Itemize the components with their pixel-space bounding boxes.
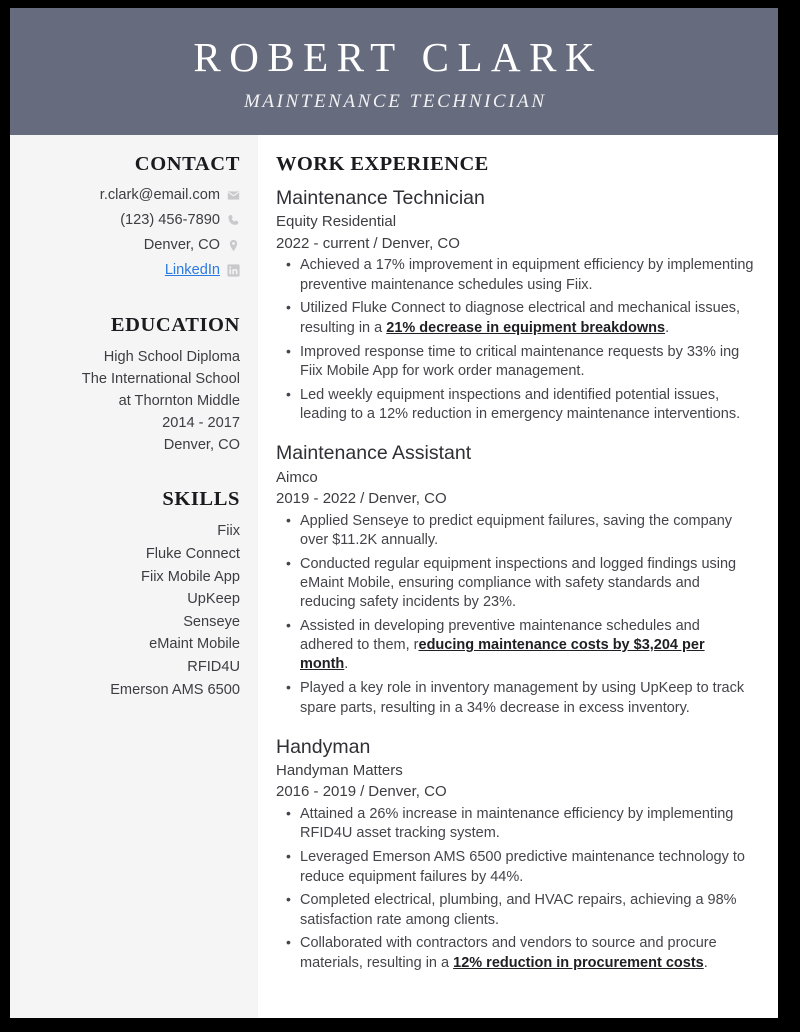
- skill-item: Fiix Mobile App: [141, 568, 240, 585]
- job-meta-separator: /: [373, 234, 378, 252]
- skill-item: Fiix: [217, 523, 240, 540]
- contact-item: [22, 235, 240, 257]
- education-line: Denver, CO: [163, 437, 240, 454]
- bullet-text: Played a key role in inventory management by using UpKeep to track spare parts, resulting in a 34% decrease in excess inventory.: [300, 680, 745, 716]
- contact-heading: CONTACT: [134, 153, 240, 175]
- skills-list: [22, 520, 240, 701]
- job-entry: [276, 441, 756, 718]
- job-bullet-list: [276, 256, 756, 424]
- job-meta-separator: /: [360, 489, 365, 507]
- job-bullet: [300, 934, 756, 973]
- job-bullet: [300, 386, 756, 425]
- bullet-text: Applied Senseye to predict equipment failures, saving the company over $11.2K annually.: [300, 512, 733, 548]
- job-bullet-list: [276, 805, 756, 973]
- education-line: High School Diploma: [103, 348, 240, 365]
- envelope-icon: [227, 189, 240, 202]
- job-bullet: [300, 299, 756, 338]
- job-dates: 2016 - 2019: [276, 783, 357, 801]
- bullet-highlight: educing maintenance costs by $3,204 per month: [300, 637, 705, 673]
- bullet-text: Assisted in developing preventive maintenance schedules and adhered to them, r: [300, 617, 700, 654]
- job-meta: [276, 233, 756, 255]
- job-meta-separator: /: [360, 783, 365, 801]
- resume-header: [10, 8, 778, 135]
- education-line: The International School: [81, 370, 240, 387]
- linkedin-icon: [227, 264, 240, 277]
- contact-item-label: (123) 456-7890: [120, 211, 220, 228]
- skills-heading: SKILLS: [162, 488, 240, 511]
- bullet-text: Improved response time to critical maintenance requests by 33% ing Fiix Mobile App for work order management.: [300, 343, 740, 379]
- job-bullet: [300, 679, 756, 718]
- contact-list: [22, 185, 240, 282]
- job-location: Denver, CO: [368, 783, 447, 801]
- job-dates: 2022 - current: [276, 234, 370, 252]
- bullet-text-tail: .: [344, 656, 349, 673]
- education-line: 2014 - 2017: [162, 415, 240, 432]
- skill-item: RFID4U: [187, 659, 240, 676]
- job-bullet-list: [276, 512, 756, 718]
- job-bullet: [300, 555, 756, 613]
- contact-item-label: r.clark@email.com: [99, 187, 220, 203]
- job-company: Handyman Matters: [276, 762, 403, 780]
- skill-item: eMaint Mobile: [149, 636, 240, 653]
- bullet-text: Achieved a 17% improvement in equipment efficiency by implementing preventive maintenance schedules using Fiix.: [300, 257, 754, 293]
- job-bullet: [300, 617, 756, 675]
- job-location: Denver, CO: [381, 234, 460, 252]
- bullet-text-tail: .: [703, 954, 708, 971]
- job-title: Handyman: [276, 735, 371, 758]
- contact-item: [22, 185, 240, 207]
- job-bullet: [300, 891, 756, 930]
- contact-item[interactable]: [22, 260, 240, 282]
- skill-item: Emerson AMS 6500: [110, 681, 240, 698]
- job-list: [276, 186, 756, 973]
- contact-item-label[interactable]: LinkedIn: [164, 261, 220, 278]
- bullet-text: Led weekly equipment inspections and identified potential issues, leading to a 12% reduction in emergency maintenance interventions.: [300, 386, 741, 422]
- job-entry: [276, 186, 756, 424]
- contact-item: [22, 210, 240, 232]
- job-title: Maintenance Assistant: [276, 442, 472, 465]
- job-company: Aimco: [276, 468, 318, 486]
- resume-body: [10, 135, 778, 1018]
- job-title: Maintenance Technician: [276, 187, 485, 209]
- job-bullet: [300, 343, 756, 382]
- education-heading: EDUCATION: [110, 313, 240, 336]
- skill-item: UpKeep: [187, 591, 240, 608]
- bullet-highlight: 12% reduction in procurement costs: [453, 954, 704, 971]
- job-dates: 2019 - 2022: [276, 489, 357, 507]
- job-bullet: [300, 805, 756, 844]
- job-meta: [276, 488, 756, 510]
- phone-icon: [227, 214, 240, 227]
- bullet-text: Leveraged Emerson AMS 6500 predictive maintenance technology to reduce equipment failures by 44%.: [300, 849, 745, 885]
- education-list: [22, 346, 240, 457]
- job-bullet: [300, 848, 756, 887]
- candidate-name: ROBERT CLARK: [193, 33, 604, 80]
- job-entry: [276, 735, 756, 973]
- bullet-text: Collaborated with contractors and vendors to source and procure materials, resulting in a: [300, 935, 717, 971]
- resume-page: [10, 8, 778, 1018]
- work-experience-heading: WORK EXPERIENCE: [276, 153, 489, 175]
- bullet-highlight: 21% decrease in equipment breakdowns: [386, 319, 666, 336]
- bullet-text: Attained a 26% increase in maintenance efficiency by implementing RFID4U asset tracking system.: [300, 806, 734, 842]
- location-pin-icon: [227, 239, 240, 252]
- skill-item: Senseye: [183, 613, 240, 630]
- bullet-text-tail: .: [665, 319, 670, 336]
- bullet-text: Conducted regular equipment inspections and logged findings using eMaint Mobile, ensuring compliance with safety standards and reducing safety incidents by 23%.: [300, 555, 737, 611]
- sidebar: [10, 135, 258, 1018]
- job-location: Denver, CO: [368, 489, 447, 507]
- job-meta: [276, 781, 756, 803]
- main-column: [258, 135, 778, 1018]
- candidate-job-title: MAINTENANCE TECHNICIAN: [243, 91, 547, 113]
- bullet-text: Utilized Fluke Connect to diagnose electrical and mechanical issues, resulting in a: [300, 300, 741, 336]
- job-company: Equity Residential: [276, 213, 397, 231]
- skill-item: Fluke Connect: [145, 546, 240, 563]
- education-line: at Thornton Middle: [118, 392, 240, 409]
- job-bullet: [300, 256, 756, 295]
- bullet-text: Completed electrical, plumbing, and HVAC repairs, achieving a 98% satisfaction rate among clients.: [300, 892, 737, 928]
- contact-item-label: Denver, CO: [143, 236, 220, 253]
- job-bullet: [300, 512, 756, 551]
